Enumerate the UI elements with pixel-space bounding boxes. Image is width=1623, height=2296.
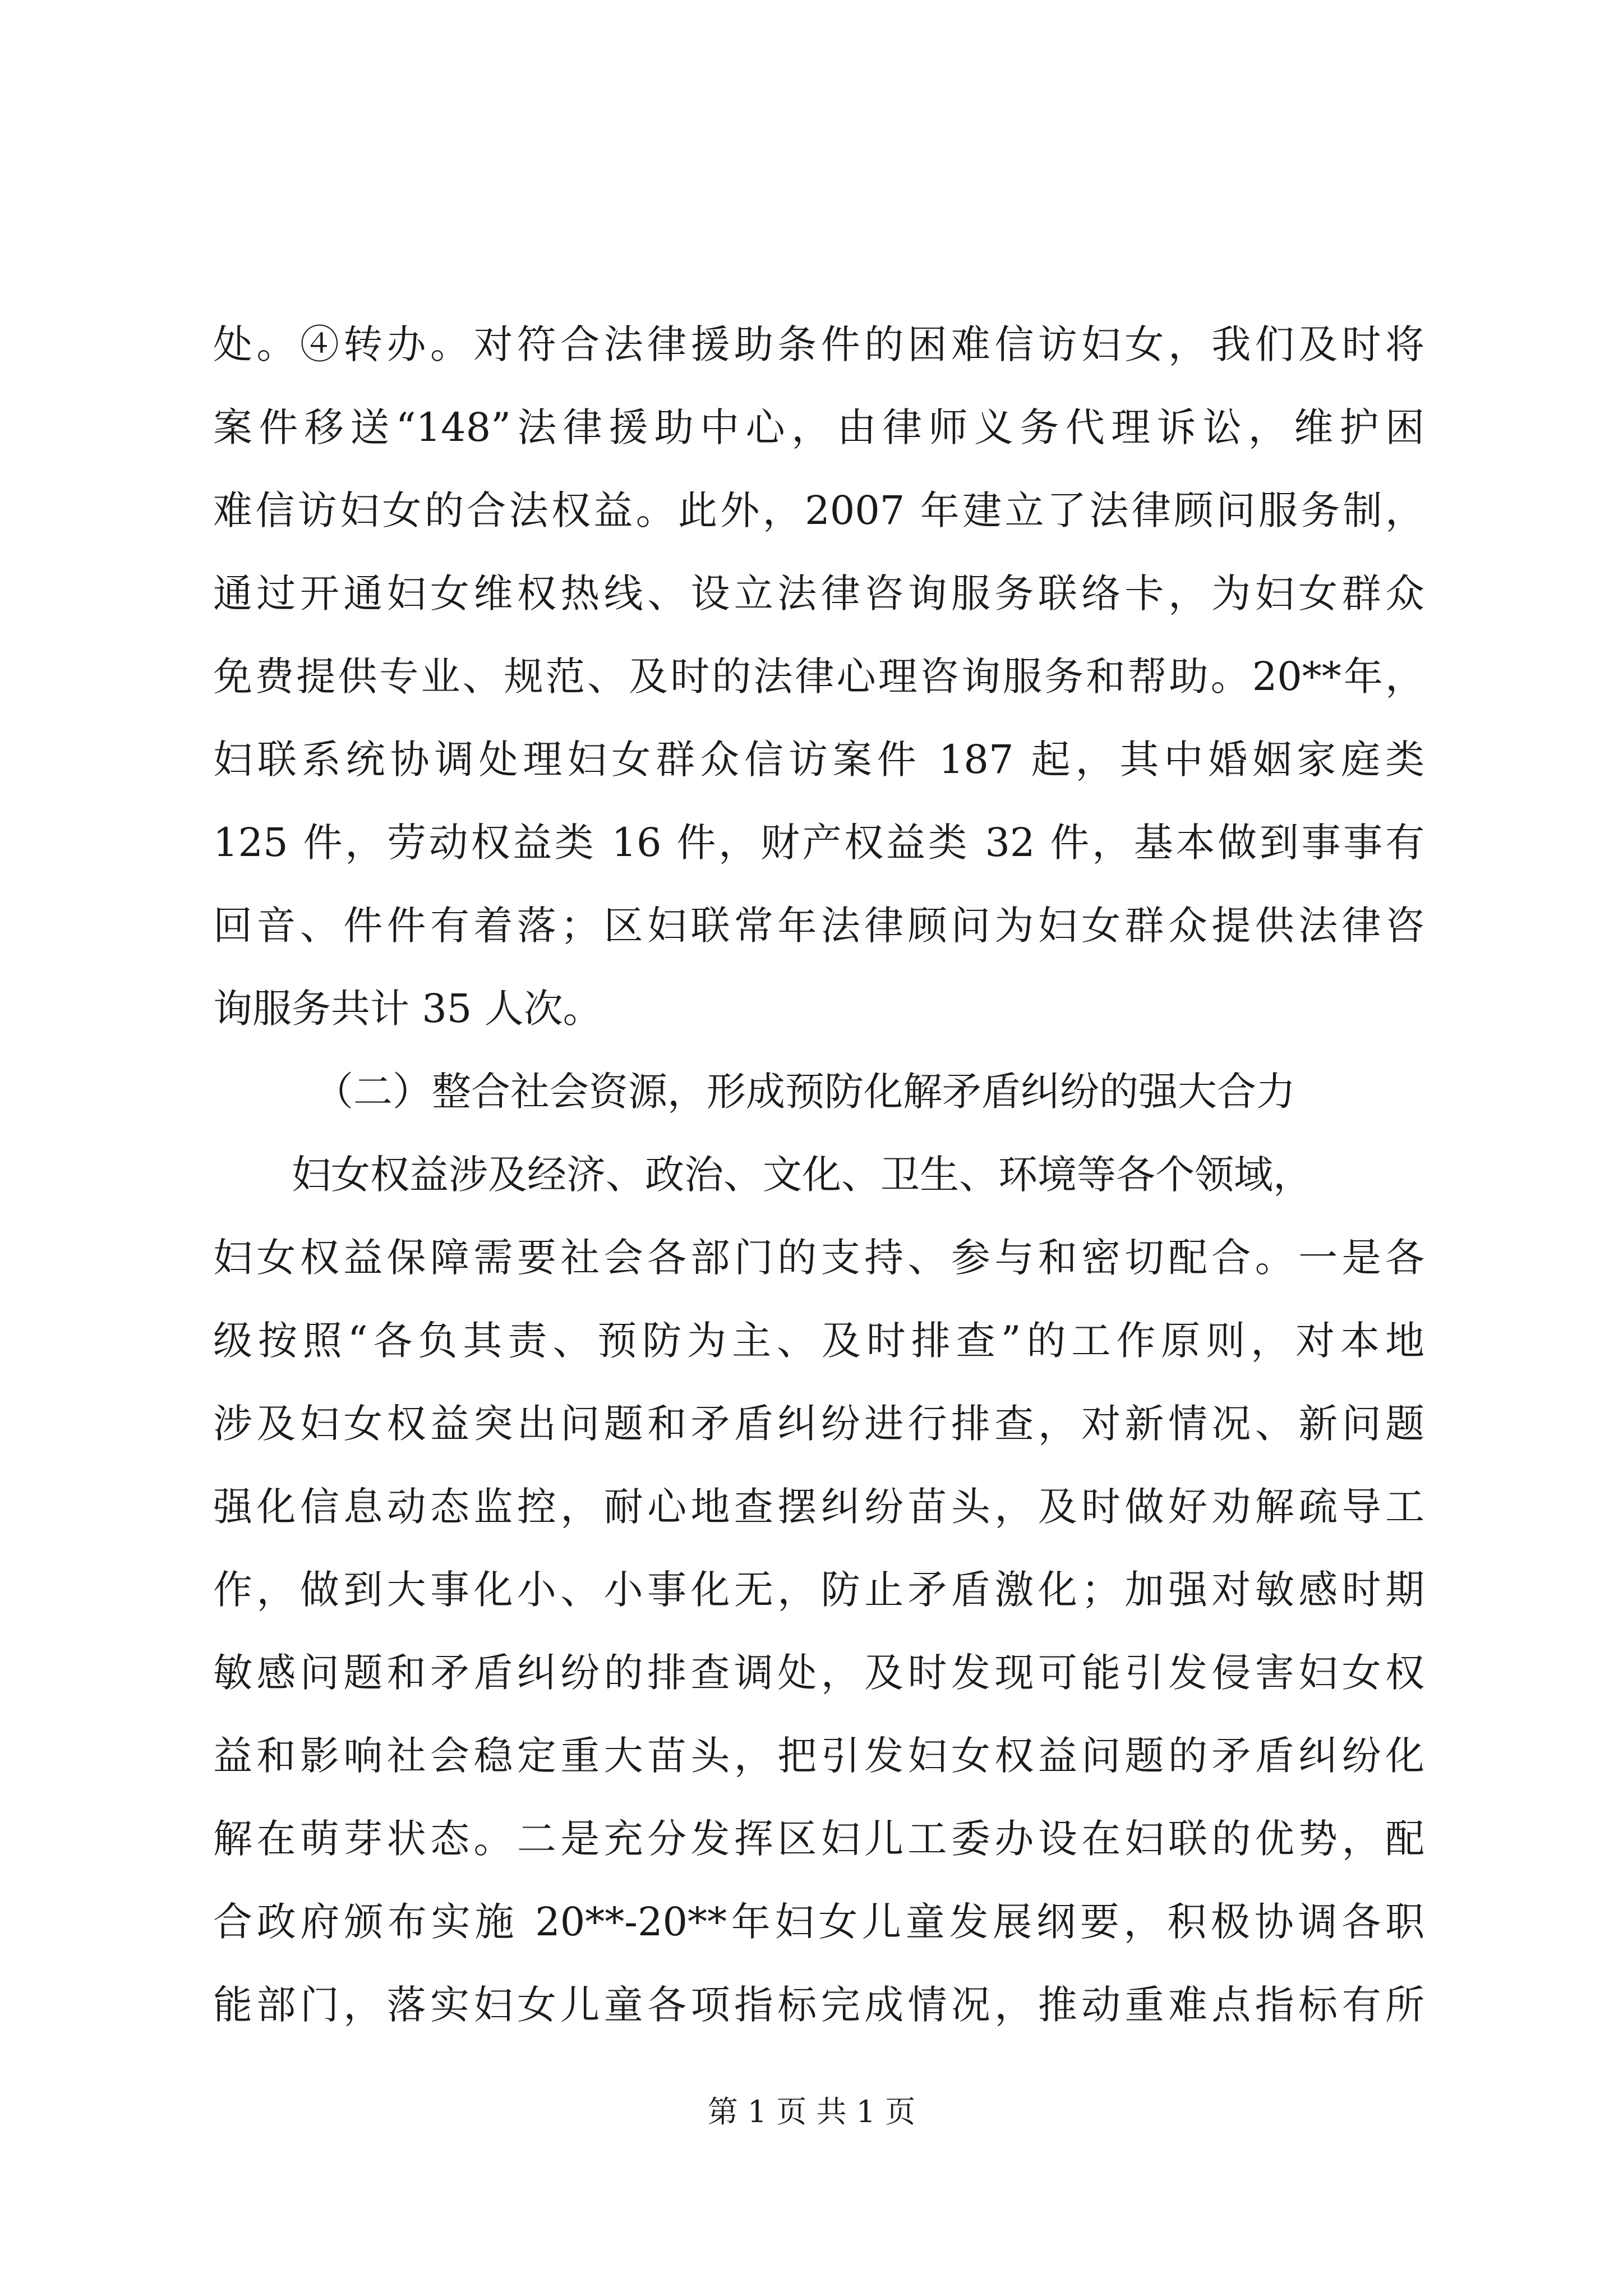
text-line: 益和影响社会稳定重大苗头，把引发妇女权益问题的矛盾纠纷化 — [213, 1733, 1424, 1779]
text-line: 能部门，落实妇女儿童各项指标完成情况，推动重难点指标有所 — [213, 1982, 1424, 2028]
text-line: 作，做到大事化小、小事化无，防止矛盾激化；加强对敏感时期 — [213, 1567, 1424, 1613]
text-line: 解在萌芽状态。二是充分发挥区妇儿工委办设在妇联的优势，配 — [213, 1816, 1424, 1862]
text-line: 通过开通妇女维权热线、设立法律咨询服务联络卡，为妇女群众 — [213, 570, 1424, 616]
text-line: 125 件，劳动权益类 16 件，财产权益类 32 件，基本做到事事有 — [213, 820, 1424, 866]
body-text — [213, 303, 1424, 2046]
text-line: 涉及妇女权益突出问题和矛盾纠纷进行排查，对新情况、新问题 — [213, 1401, 1424, 1447]
section-heading: （二）整合社会资源，形成预防化解矛盾纠纷的强大合力 — [314, 1069, 1295, 1115]
text-line: 妇女权益保障需要社会各部门的支持、参与和密切配合。一是各 — [213, 1235, 1424, 1281]
text-line: 回音、件件有着落；区妇联常年法律顾问为妇女群众提供法律咨 — [213, 903, 1424, 949]
page-footer — [0, 2092, 1623, 2132]
text-line: 妇联系统协调处理妇女群众信访案件 187 起，其中婚姻家庭类 — [213, 737, 1424, 783]
text-line: 敏感问题和矛盾纠纷的排查调处，及时发现可能引发侵害妇女权 — [213, 1650, 1424, 1696]
page-number-label: 第 1 页 共 1 页 — [707, 2094, 916, 2129]
text-line: 案件移送“148”法律援助中心，由律师义务代理诉讼，维护困 — [213, 404, 1424, 450]
text-line: 难信访妇女的合法权益。此外，2007 年建立了法律顾问服务制， — [213, 487, 1424, 533]
text-line: 强化信息动态监控，耐心地查摆纠纷苗头，及时做好劝解疏导工 — [213, 1484, 1424, 1530]
text-line: 免费提供专业、规范、及时的法律心理咨询服务和帮助。20**年， — [213, 654, 1424, 700]
text-line: 处。④转办。对符合法律援助条件的困难信访妇女，我们及时将 — [213, 321, 1424, 367]
text-line: 合政府颁布实施 20**-20**年妇女儿童发展纲要，积极协调各职 — [213, 1899, 1424, 1945]
text-line: 询服务共计 35 人次。 — [213, 986, 602, 1032]
paragraph-first-line: 妇女权益涉及经济、政治、文化、卫生、环境等各个领域， — [292, 1152, 1312, 1198]
text-line: 级按照“各负其责、预防为主、及时排查”的工作原则，对本地 — [213, 1318, 1424, 1364]
